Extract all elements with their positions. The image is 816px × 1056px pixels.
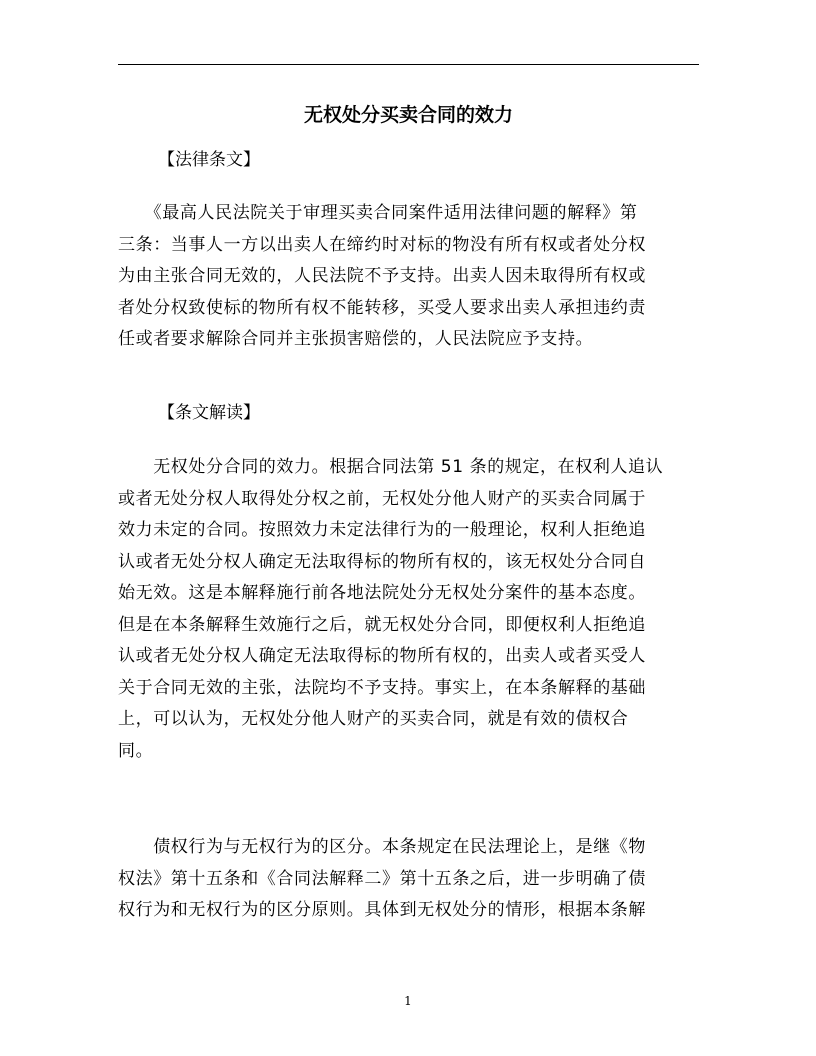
text-line: 关于合同无效的主张，法院均不予支持。事实上，在本条解释的基础 xyxy=(118,677,646,698)
text-line: 效力未定的合同。按照效力未定法律行为的一般理论，权利人拒绝追 xyxy=(118,520,646,540)
section-heading-interpretation: 【条文解读】 xyxy=(158,403,260,423)
text-line: 《最高人民法院关于审理买卖合同案件适用法律问题的解释》第 xyxy=(118,203,638,223)
text-line: 始无效。这是本解释施行前各地法院处分无权处分案件的基本态度。 xyxy=(118,583,646,603)
header-rule xyxy=(118,64,699,65)
text-line: 权行为和无权行为的区分原则。具体到无权处分的情形，根据本条解 xyxy=(118,900,646,920)
paragraph-interpretation-2 xyxy=(118,832,688,927)
text-line: 认或者无处分权人确定无法取得标的物所有权的，该无权处分合同自 xyxy=(118,551,646,572)
page-number: 1 xyxy=(404,994,412,1008)
text-line: 同。 xyxy=(118,740,154,761)
text-line: 者处分权致使标的物所有权不能转移，买受人要求出卖人承担违约责 xyxy=(118,297,646,318)
text-line: 但是在本条解释生效施行之后，就无权处分合同，即便权利人拒绝追 xyxy=(118,614,646,635)
text-line: 上，可以认为，无权处分他人财产的买卖合同，就是有效的债权合 xyxy=(118,709,629,729)
text-line: 债权行为与无权行为的区分。本条规定在民法理论上，是继《物 xyxy=(118,837,646,857)
text-line: 为由主张合同无效的，人民法院不予支持。出卖人因未取得所有权或 xyxy=(118,266,646,286)
paragraph-interpretation-1 xyxy=(118,452,688,767)
text-line: 认或者无处分权人确定无法取得标的物所有权的，出卖人或者买受人 xyxy=(118,646,646,666)
section-heading-legal-text: 【法律条文】 xyxy=(158,150,260,170)
paragraph-legal-text xyxy=(118,198,688,356)
text-line: 任或者要求解除合同并主张损害赔偿的，人民法院应予支持。 xyxy=(118,329,594,349)
text-line: 权法》第十五条和《合同法解释二》第十五条之后，进一步明确了债 xyxy=(118,868,646,889)
text-line: 无权处分合同的效力。根据合同法第 51 条的规定，在权利人追认 xyxy=(118,457,664,477)
text-line: 或者无处分权人取得处分权之前，无权处分他人财产的买卖合同属于 xyxy=(118,488,646,509)
text-line: 三条：当事人一方以出卖人在缔约时对标的物没有所有权或者处分权 xyxy=(118,234,646,255)
document-title: 无权处分买卖合同的效力 xyxy=(303,104,513,126)
